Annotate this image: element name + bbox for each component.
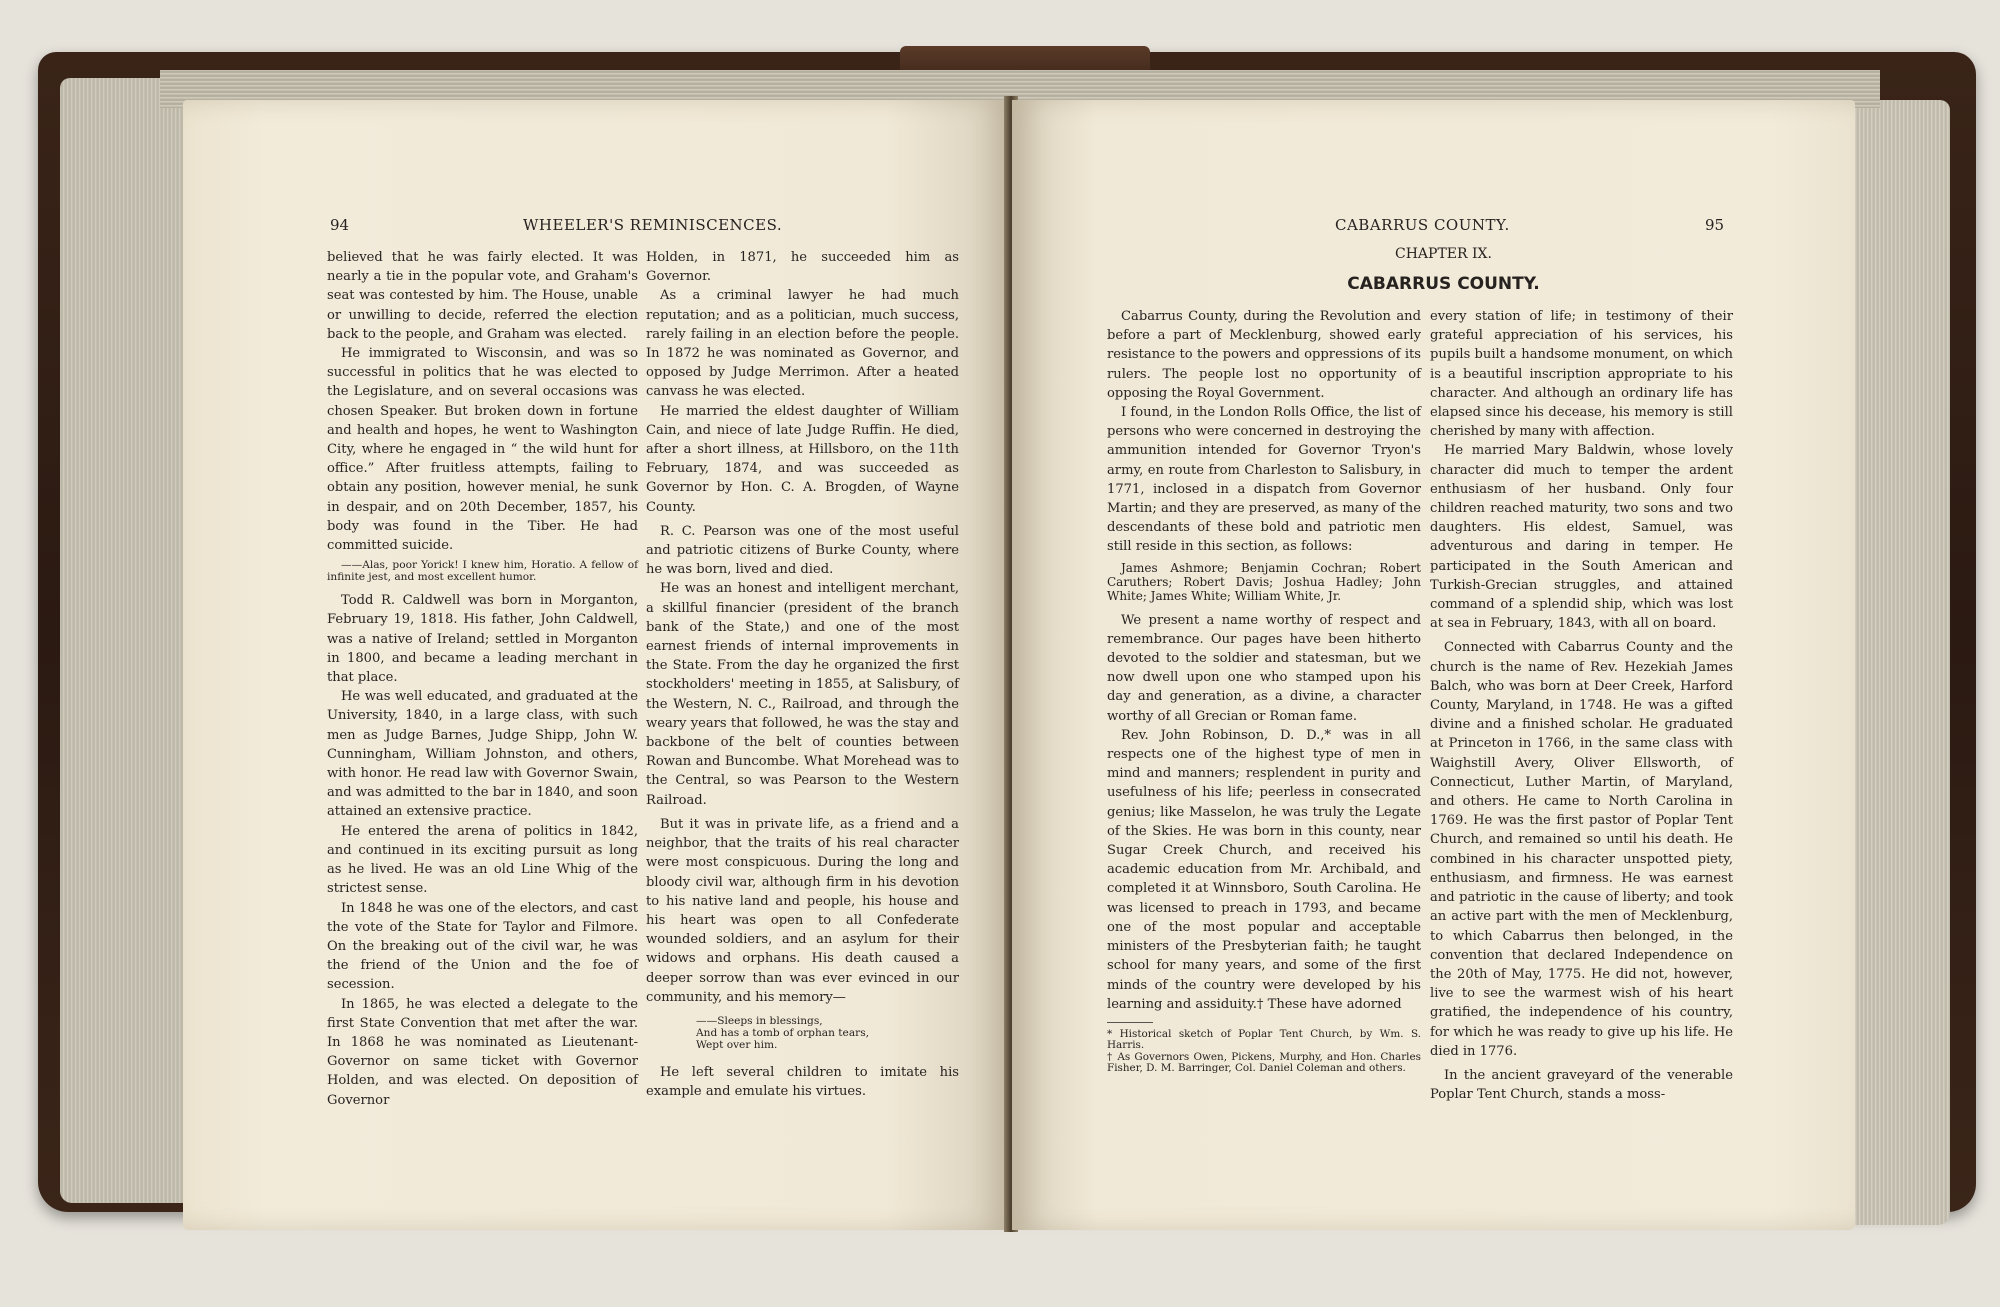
paragraph: Todd R. Caldwell was born in Morganton, February 19, 1818. His father, John Caldwell, was a native of Ireland; settled in Morganton in 1800, and became a leading merchant in that place.: [327, 593, 638, 686]
paragraph: He married Mary Baldwin, whose lovely character did much to temper the ardent enthusiasm of her husband. Only four children reached maturity, two sons and two daughters. His eldest, Samuel, was adventurous and daring in temper. He participated in the South American and Turkish-Grecian struggles, and attained command of a splendid ship, which was lost at sea in February, 1843, with all on board.: [1430, 443, 1733, 632]
chapter-title: CABARRUS COUNTY.: [1347, 274, 1540, 294]
right-page: [1012, 100, 1855, 1230]
left-page-column-2: [646, 248, 959, 1101]
chapter-number: CHAPTER IX.: [1395, 246, 1492, 262]
paragraph: He left several children to imitate his example and emulate his virtues.: [646, 1064, 959, 1100]
poem-line: ——Sleeps in blessings,: [696, 1014, 823, 1027]
left-page: [183, 100, 1010, 1230]
name-list: James Ashmore; Benjamin Cochran; Robert Caruthers; Robert Davis; Joshua Hadley; John White; James White; William White, Jr.: [1107, 560, 1421, 603]
poem-quotation: [696, 1015, 959, 1051]
paragraph: Rev. John Robinson, D. D.,* was in all respects one of the highest type of men in mind and manners; resplendent in purity and usefulness of his life; peerless in consecrated genius; like Masselon, he was truly the Legate of the Skies. He was born in this county, near Sugar Creek Church, and received his academic education from Mr. Archibald, and completed it at Winnsboro, South Carolina. He was licensed to preach in 1793, and became one of the most popular and acceptable ministers of the Presbyterian faith; he taught school for many years, and some of the first minds of the country were developed by his learning and assiduity.† These have adorned: [1107, 727, 1421, 1012]
paragraph: In 1848 he was one of the electors, and cast the vote of the State for Taylor and Filmore. On the breaking out of the civil war, he was the friend of the Union and the foe of secession.: [327, 900, 638, 993]
paragraph: He entered the arena of politics in 1842, and continued in its exciting pursuit as long as he lived. He was an old Line Whig of the strictest sense.: [327, 823, 638, 897]
paragraph: Cabarrus County, during the Revolution and before a part of Mecklenburg, showed early resistance to the powers and oppressions of its rulers. The people lost no opportunity of opposing the Royal Government.: [1107, 309, 1421, 401]
left-page-column-1: [327, 248, 638, 1110]
paragraph: believed that he was fairly elected. It was nearly a tie in the popular vote, and Graham's seat was contested by him. The House, unable or unwilling to decide, referred the election back to the people, and Graham was elected.: [327, 250, 638, 342]
paragraph: In 1865, he was elected a delegate to the first State Convention that met after the war. In 1868 he was nominated as Lieutenant-Governor on same ticket with Governor Holden, and was elected. On deposition of Governor: [327, 996, 638, 1108]
paragraph: He married the eldest daughter of William Cain, and niece of late Judge Ruffin. He died, after a short illness, at Hillsboro, on the 11th February, 1874, and was succeeded as Governor by Hon. C. A. Brogden, of Wayne County.: [646, 403, 959, 515]
paragraph: every station of life; in testimony of their grateful appreciation of his services, his pupils built a handsome monument, on which is a beautiful inscription appropriate to his character. And although an ordinary life has elapsed since his decease, his memory is still cherished by many with affection.: [1430, 309, 1733, 440]
right-running-header: CABARRUS COUNTY.: [1335, 216, 1510, 234]
paragraph: I found, in the London Rolls Office, the list of persons who were concerned in destroying the ammunition intended for Governor Tryon's army, en route from Charleston to Salisbury, in 1771, inclosed in a dispatch from Governor Martin; and they are preserved, as many of the descendants of these bold and patriotic men still reside in this section, as follows:: [1107, 405, 1421, 555]
footnote-rule: [1107, 1022, 1153, 1023]
page-edges-left: [60, 78, 190, 1203]
poem-line: Wept over him.: [696, 1038, 778, 1051]
right-page-column-1: [1107, 307, 1421, 1075]
right-page-number: 95: [1705, 216, 1725, 234]
paragraph: Connected with Cabarrus County and the church is the name of Rev. Hezekiah James Balch, who was born at Deer Creek, Harford County, Maryland, in 1748. He was a gifted divine and a finished scholar. He graduated at Princeton in 1766, in the same class with Waighstill Avery, Oliver Ellsworth, of Connecticut, Luther Martin, of Maryland, and others. He came to North Carolina in 1769. He was the first pastor of Poplar Tent Church, and remained so until his death. He combined in his character unspotted piety, enthusiasm, and firmness. He was earnest and patriotic in the cause of liberty; and took an active part with the men of Mecklenburg, to which Cabarrus then belonged, in the convention that declared Independence on the 20th of May, 1775. He did not, however, live to see the warmest wish of his heart gratified, the independence of his country, for which he was ready to give up his life. He died in 1776.: [1430, 640, 1733, 1059]
left-page-number: 94: [330, 216, 350, 234]
paragraph: But it was in private life, as a friend and a neighbor, that the traits of his real character were most conspicuous. During the long and bloody civil war, although firm in his devotion to his native land and people, his house and his heart was open to all Confederate wounded soldiers, and an asylum for their widows and orphans. His death caused a deeper sorrow than was ever evinced in our community, and his memory—: [646, 816, 959, 1005]
paragraph: He immigrated to Wisconsin, and was so successful in politics that he was elected to the Legislature, and on several occasions was chosen Speaker. But broken down in fortune and health and hopes, he went to Washington City, where he engaged in “ the wild hunt for office.” After fruitless attempts, failing to obtain any position, however menial, he sunk in despair, and on 20th December, 1857, his body was found in the Tiber. He had committed suicide.: [327, 346, 638, 554]
page-edges-right: [1840, 100, 1950, 1225]
paragraph: He was well educated, and graduated at the University, 1840, in a large class, with such men as Judge Barnes, Judge Shipp, John W. Cunningham, William Johnston, and others, with honor. He read law with Governor Swain, and was admitted to the bar in 1840, and soon attained an extensive practice.: [327, 689, 638, 820]
paragraph: We present a name worthy of respect and remembrance. Our pages have been hitherto devoted to the soldier and statesman, but we now dwell upon one who stamped upon his day and generation, as a divine, a character worthy of all Grecian or Roman fame.: [1107, 612, 1421, 724]
paragraph: As a criminal lawyer he had much reputation; and as a politician, much success, rarely failing in an election before the people. In 1872 he was nominated as Governor, and opposed by Judge Merrimon. After a heated canvass he was elected.: [646, 288, 959, 400]
quotation: ——Alas, poor Yorick! I knew him, Horatio. A fellow of infinite jest, and most excellent humor.: [327, 559, 638, 584]
paragraph: In the ancient graveyard of the venerable Poplar Tent Church, stands a moss-: [1430, 1067, 1733, 1103]
footnote: † As Governors Owen, Pickens, Murphy, and Hon. Charles Fisher, D. M. Barringer, Col. Daniel Coleman and others.: [1107, 1050, 1421, 1075]
left-running-header: WHEELER'S REMINISCENCES.: [523, 216, 783, 234]
right-page-column-2: [1430, 307, 1733, 1104]
poem-line: And has a tomb of orphan tears,: [696, 1026, 870, 1039]
footnote: * Historical sketch of Poplar Tent Church, by Wm. S. Harris.: [1107, 1027, 1421, 1052]
paragraph: Holden, in 1871, he succeeded him as Governor.: [646, 250, 959, 285]
paragraph: He was an honest and intelligent merchant, a skillful financier (president of the branch bank of the State,) and one of the most earnest friends of internal improvements in the State. From the day he organized the first stockholders' meeting in 1855, at Salisbury, of the Western, N. C., Railroad, and through the weary years that followed, he was the stay and backbone of the belt of counties between Rowan and Buncombe. What Morehead was to the Central, so was Pearson to the Western Railroad.: [646, 581, 959, 808]
paragraph: R. C. Pearson was one of the most useful and patriotic citizens of Burke County, where he was born, lived and died.: [646, 523, 959, 578]
